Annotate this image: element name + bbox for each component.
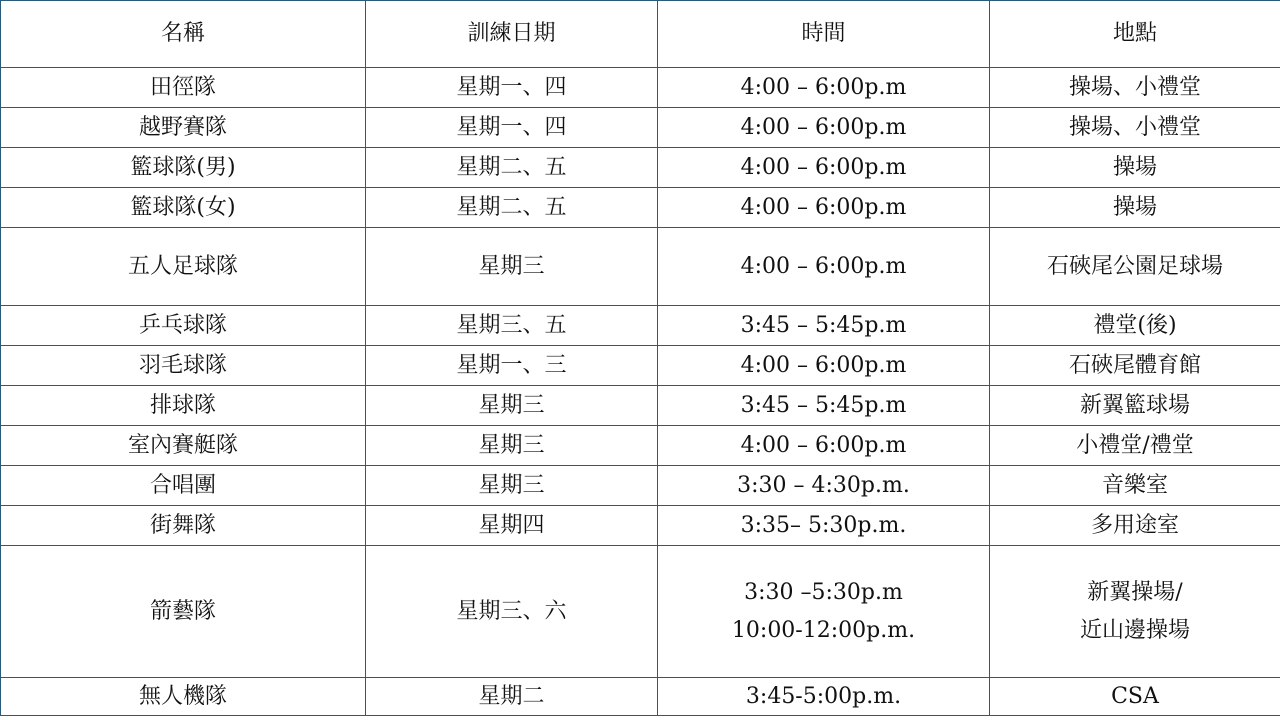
- time-cell: 4:00 – 6:00p.m: [658, 68, 990, 108]
- time-cell: 3:30 – 4:30p.m.: [658, 466, 990, 506]
- location-cell: 新翼籃球場: [990, 386, 1280, 426]
- training-date-cell: 星期三、六: [366, 546, 658, 678]
- location-cell: 禮堂(後): [990, 306, 1280, 346]
- table-row: [1, 108, 1280, 148]
- time-cell: 4:00 – 6:00p.m: [658, 346, 990, 386]
- table-row: [1, 68, 1280, 108]
- table-row: [1, 678, 1280, 716]
- table-row: [1, 466, 1280, 506]
- table-row: [1, 346, 1280, 386]
- team-name-cell: 五人足球隊: [1, 228, 366, 306]
- time-cell: 3:45 – 5:45p.m: [658, 386, 990, 426]
- training-date-cell: 星期三: [366, 386, 658, 426]
- time-cell: 3:45-5:00p.m.: [658, 678, 990, 716]
- training-date-cell: 星期二、五: [366, 188, 658, 228]
- time-cell: 3:45 – 5:45p.m: [658, 306, 990, 346]
- time-cell: 4:00 – 6:00p.m: [658, 228, 990, 306]
- time-cell: [658, 546, 990, 678]
- training-date-cell: 星期四: [366, 506, 658, 546]
- team-name-cell: 田徑隊: [1, 68, 366, 108]
- time-cell: 4:00 – 6:00p.m: [658, 108, 990, 148]
- training-date-cell: 星期三: [366, 466, 658, 506]
- header-location: 地點: [990, 1, 1280, 68]
- training-date-cell: 星期三: [366, 228, 658, 306]
- team-name-cell: 越野賽隊: [1, 108, 366, 148]
- time-line-1: 3:30 –5:30p.m: [744, 580, 903, 605]
- location-cell: 操場: [990, 148, 1280, 188]
- team-name-cell: 合唱團: [1, 466, 366, 506]
- team-name-cell: 籃球隊(男): [1, 148, 366, 188]
- team-name-cell: 排球隊: [1, 386, 366, 426]
- location-line-1: 新翼操場/: [1087, 580, 1183, 605]
- location-line-2: 近山邊操場: [1079, 617, 1190, 643]
- training-date-cell: 星期二: [366, 678, 658, 716]
- team-name-cell: 室內賽艇隊: [1, 426, 366, 466]
- training-date-cell: 星期二、五: [366, 148, 658, 188]
- table-row: [1, 426, 1280, 466]
- training-date-cell: 星期三、五: [366, 306, 658, 346]
- location-cell: 多用途室: [990, 506, 1280, 546]
- table-row: [1, 506, 1280, 546]
- location-cell: [990, 546, 1280, 678]
- header-name: 名稱: [1, 1, 366, 68]
- location-cell: 音樂室: [990, 466, 1280, 506]
- time-line-2: 10:00-12:00p.m.: [731, 617, 916, 643]
- location-cell: 操場: [990, 188, 1280, 228]
- time-cell: 3:35– 5:30p.m.: [658, 506, 990, 546]
- location-cell: CSA: [990, 678, 1280, 716]
- team-name-cell: 乒乓球隊: [1, 306, 366, 346]
- header-time: 時間: [658, 1, 990, 68]
- training-date-cell: 星期三: [366, 426, 658, 466]
- table-row: [1, 188, 1280, 228]
- time-cell: 4:00 – 6:00p.m: [658, 188, 990, 228]
- location-cell: 石硤尾體育館: [990, 346, 1280, 386]
- team-name-cell: 羽毛球隊: [1, 346, 366, 386]
- location-cell: 操場、小禮堂: [990, 68, 1280, 108]
- table-row: [1, 306, 1280, 346]
- time-cell: 4:00 – 6:00p.m: [658, 426, 990, 466]
- location-cell: 操場、小禮堂: [990, 108, 1280, 148]
- table-row: [1, 546, 1280, 678]
- training-date-cell: 星期一、四: [366, 68, 658, 108]
- table-row: [1, 148, 1280, 188]
- team-name-cell: 箭藝隊: [1, 546, 366, 678]
- table-row: [1, 228, 1280, 306]
- header-row: [1, 1, 1280, 68]
- table-row: [1, 386, 1280, 426]
- team-name-cell: 籃球隊(女): [1, 188, 366, 228]
- header-training-date: 訓練日期: [366, 1, 658, 68]
- location-cell: 石硤尾公園足球場: [990, 228, 1280, 306]
- training-date-cell: 星期一、三: [366, 346, 658, 386]
- time-cell: 4:00 – 6:00p.m: [658, 148, 990, 188]
- training-date-cell: 星期一、四: [366, 108, 658, 148]
- team-name-cell: 無人機隊: [1, 678, 366, 716]
- team-name-cell: 街舞隊: [1, 506, 366, 546]
- location-cell: 小禮堂/禮堂: [990, 426, 1280, 466]
